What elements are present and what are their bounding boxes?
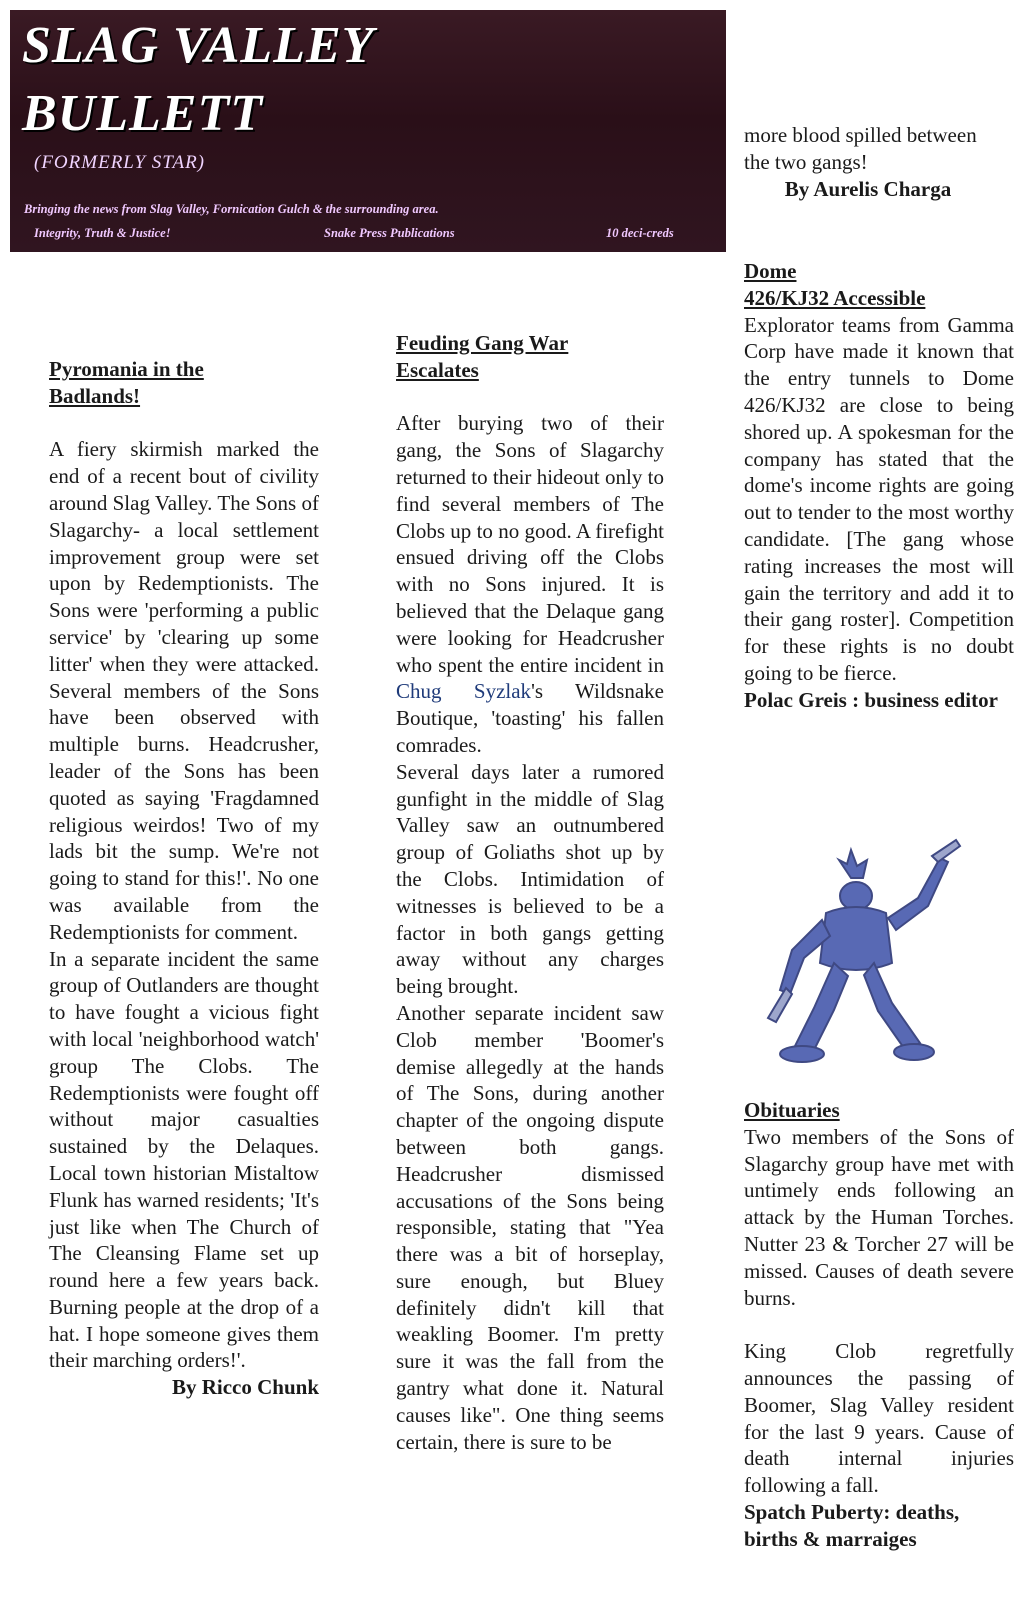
article-headline xyxy=(49,356,319,410)
goliath-figure-illustration xyxy=(756,838,966,1078)
masthead-formerly: (FORMERLY STAR) xyxy=(34,152,205,173)
article-pyromania xyxy=(49,356,319,1401)
article-headline xyxy=(396,330,664,384)
headline-line-2: 426/KJ32 Accessible xyxy=(744,285,926,310)
headline-line-1: Feuding Gang War xyxy=(396,331,569,355)
article-paragraph xyxy=(396,410,664,758)
masthead-tagline: Bringing the news from Slag Valley, Fornication Gulch & the surrounding area. xyxy=(24,202,439,216)
masthead-motto: Integrity, Truth & Justice! xyxy=(34,226,171,240)
article-headline xyxy=(744,258,1014,312)
masthead xyxy=(10,10,726,252)
headline-line-2: Badlands! xyxy=(49,383,141,408)
masthead-publisher: Snake Press Publications xyxy=(324,226,455,240)
article-byline: By Ricco Chunk xyxy=(171,1375,319,1400)
article-headline: Obituaries xyxy=(744,1098,840,1122)
masthead-title-line1: SLAG VALLEY xyxy=(22,17,375,74)
article-byline: By Aurelis Charga xyxy=(784,176,952,201)
article-gang-war xyxy=(396,330,664,1455)
article-paragraph: more blood spilled between the two gangs! xyxy=(744,123,977,174)
headline-line-1: Dome xyxy=(744,259,797,283)
article-paragraph: Two members of the Sons of Slagarchy group have met with untimely ends following an attack by the Human Torches. Nutter 23 & Torcher 27 will be missed. Causes of death severe burns. xyxy=(744,1124,1014,1310)
masthead-title-line2: BULLETT xyxy=(22,85,263,142)
headline-line-1: Pyromania in the xyxy=(49,357,204,381)
paragraph-text: After burying two of their gang, the Sons of Slagarchy returned to their hideout only to find several members of The Clobs up to no good. A firefight ensued driving off the Clobs with no Sons injured. It is believed that the Delaque gang were looking for Headcrusher who spent the entire incident in xyxy=(396,411,664,677)
paragraph-text: 's Wildsnake Boutique, 'toasting' his fallen comrades. xyxy=(396,679,664,757)
obituaries-section xyxy=(744,1097,1014,1553)
article-byline: Polac Greis : business editor xyxy=(744,687,998,712)
article-byline: Spatch Puberty: deaths, births & marraiges xyxy=(744,1499,960,1551)
article-gang-war-continued xyxy=(744,122,992,202)
article-paragraph: Several days later a rumored gunfight in the middle of Slag Valley saw an outnumbered group of Goliaths shot up by the Clobs. Intimidation of witnesses is believed to be a factor in both gangs getting away without any charges being brought. xyxy=(396,759,664,999)
headline-line-2: Escalates xyxy=(396,357,479,382)
highlighted-name: Syzlak xyxy=(473,679,532,704)
masthead-price: 10 deci-creds xyxy=(606,226,674,240)
highlighted-name: Chug xyxy=(396,679,442,704)
article-paragraph: Another separate incident saw Clob member 'Boomer's demise allegedly at the hands of The Sons, during another chapter of the ongoing dispute between both gangs. Headcrusher dismissed accusations of the Sons being responsible, stating that "Yea there was a bit of horseplay, sure enough, but Bluey definitely didn't kill that weakling Boomer. I'm pretty sure it was the fall from the gantry what done it. Natural causes like". One thing seems certain, there is sure to be xyxy=(396,1000,664,1454)
article-paragraph: Explorator teams from Gamma Corp have made it known that the entry tunnels to Dome 426/KJ32 are close to being shored up. A spokesman for the company has stated that the dome's income rights are going out to tender to the most worthy candidate. [The gang whose rating increases the most will gain the territory and add it to their gang roster]. Competition for these rights is no doubt going to be fierce. xyxy=(744,312,1014,685)
robot-figure-icon xyxy=(756,838,966,1078)
article-dome xyxy=(744,258,1014,714)
article-paragraph: In a separate incident the same group of Outlanders are thought to have fought a vicious fight with local 'neighborhood watch' group The Clobs. The Redemptionists were fought off without major casualties sustained by the Delaques. Local town historian Mistaltow Flunk has warned residents; 'It's just like when The Church of The Cleansing Flame set up round here a few years back. Burning people at the drop of a hat. I hope someone gives them their marching orders!'. xyxy=(49,946,319,1373)
article-paragraph: A fiery skirmish marked the end of a recent bout of civility around Slag Valley. The Sons of Slagarchy- a local settlement improvement group were set upon by Redemptionists. The Sons were 'performing a public service' by 'clearing up some litter' when they were attacked. Several members of the Sons have been observed with multiple burns. Headcrusher, leader of the Sons has been quoted as saying 'Fragdamned religious weirdos! Two of my lads bit the sump. We're not going to stand for this!'. No one was available from the Redemptionists for comment. xyxy=(49,437,319,944)
article-paragraph: King Clob regretfully announces the passing of Boomer, Slag Valley resident for the last 9 years. Cause of death internal injuries following a fall. xyxy=(744,1339,1014,1498)
